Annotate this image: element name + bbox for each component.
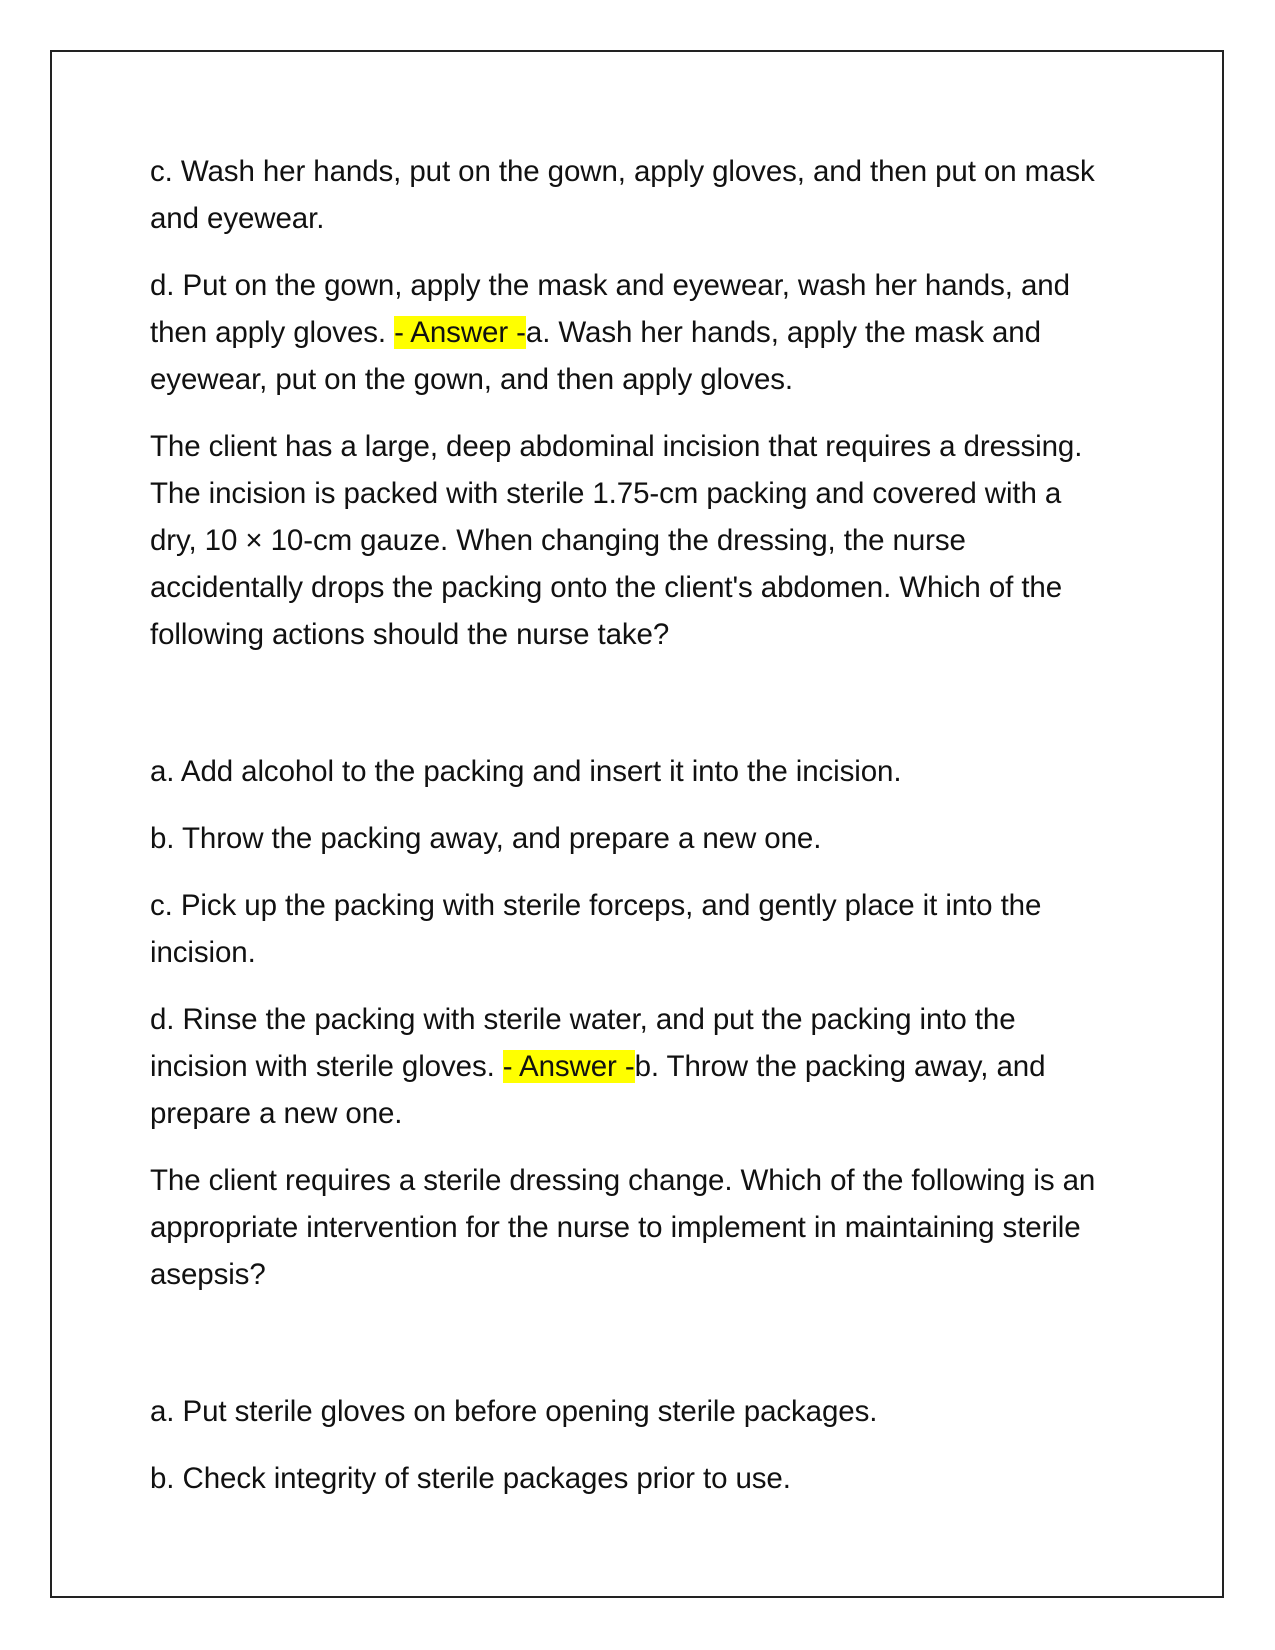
option-2d-with-answer	[150, 996, 1115, 1137]
answer-text: b. Throw the packing away, and prepare a new one.	[150, 1050, 1046, 1130]
answer-highlight: - Answer -	[502, 1050, 635, 1083]
option-1c: c. Wash her hands, put on the gown, apply gloves, and then put on mask and eyewear.	[150, 155, 1095, 235]
option-text: d. Put on the gown, apply the mask and eyewear, wash her hands, and then apply gloves.	[150, 269, 1070, 349]
option-text: d. Rinse the packing with sterile water, and put the packing into the incision with sterile gloves.	[150, 1003, 1016, 1083]
answer-text: a. Wash her hands, apply the mask and eyewear, put on the gown, and then apply gloves.	[150, 316, 1041, 396]
blank-gap	[150, 1318, 1115, 1388]
option-3b: b. Check integrity of sterile packages prior to use.	[150, 1462, 791, 1495]
blank-gap	[150, 678, 1115, 748]
option-2c: c. Pick up the packing with sterile forceps, and gently place it into the incision.	[150, 889, 1042, 969]
question-2: The client has a large, deep abdominal incision that requires a dressing. The incision is packed with sterile 1.75-cm packing and covered with a dry, 10 × 10-cm gauze. When changing the dressing, the nurse accidentally drops the packing onto the client's abdomen. Which of the following actions should the nurse take?	[150, 430, 1083, 651]
option-3a: a. Put sterile gloves on before opening sterile packages.	[150, 1395, 878, 1428]
option-2b: b. Throw the packing away, and prepare a new one.	[150, 822, 822, 855]
option-2a: a. Add alcohol to the packing and insert it into the incision.	[150, 755, 902, 788]
option-1d-with-answer	[150, 262, 1115, 403]
answer-highlight: - Answer -	[394, 316, 526, 349]
document-body	[150, 148, 1115, 1522]
question-3: The client requires a sterile dressing change. Which of the following is an appropriate intervention for the nurse to implement in maintaining sterile asepsis?	[150, 1164, 1096, 1291]
